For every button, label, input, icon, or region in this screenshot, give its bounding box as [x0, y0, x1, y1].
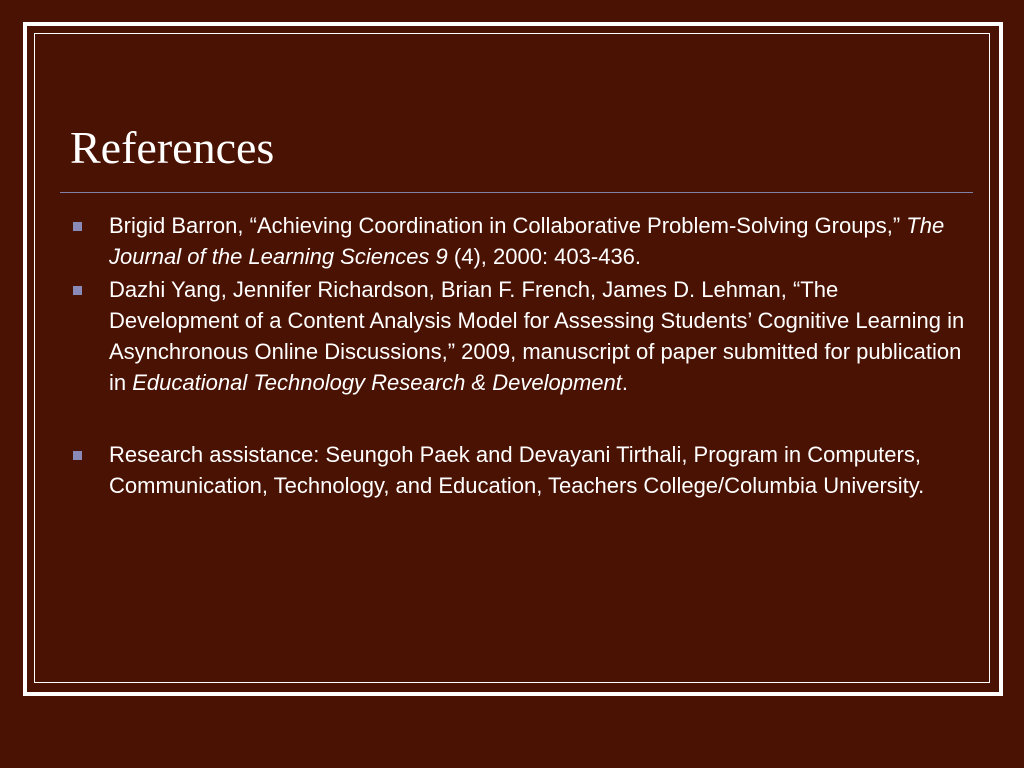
reference-citation-details: .: [621, 370, 628, 395]
title-divider: [60, 192, 973, 193]
reference-citation-details: (4), 2000: 403-436.: [447, 244, 642, 269]
acknowledgement-text: Research assistance: Seungoh Paek and Devayani Tirthali, Program in Computers, Communication, Technology, and Education, Teachers College/Columbia University.: [109, 442, 925, 498]
slide-title: References: [70, 122, 275, 173]
square-bullet-icon: [73, 451, 82, 460]
acknowledgement-item: [70, 439, 968, 501]
reference-item: [70, 274, 968, 398]
reference-item: [70, 210, 968, 272]
square-bullet-icon: [73, 286, 82, 295]
reference-text: Brigid Barron, “Achieving Coordination in Collaborative Problem-Solving Groups,”: [109, 213, 907, 238]
square-bullet-icon: [73, 222, 82, 231]
references-list: [70, 210, 968, 503]
reference-journal-title: The Journal of the Learning Sciences 9: [109, 213, 945, 269]
reference-journal-title: Educational Technology Research & Development: [132, 370, 622, 395]
reference-text: Dazhi Yang, Jennifer Richardson, Brian F. French, James D. Lehman, “The Development of a Content Analysis Model for Assessing Students’ Cognitive Learning in Asynchronous Online Discussions,” 2009, manuscript of paper submitted for publication in: [109, 277, 965, 395]
